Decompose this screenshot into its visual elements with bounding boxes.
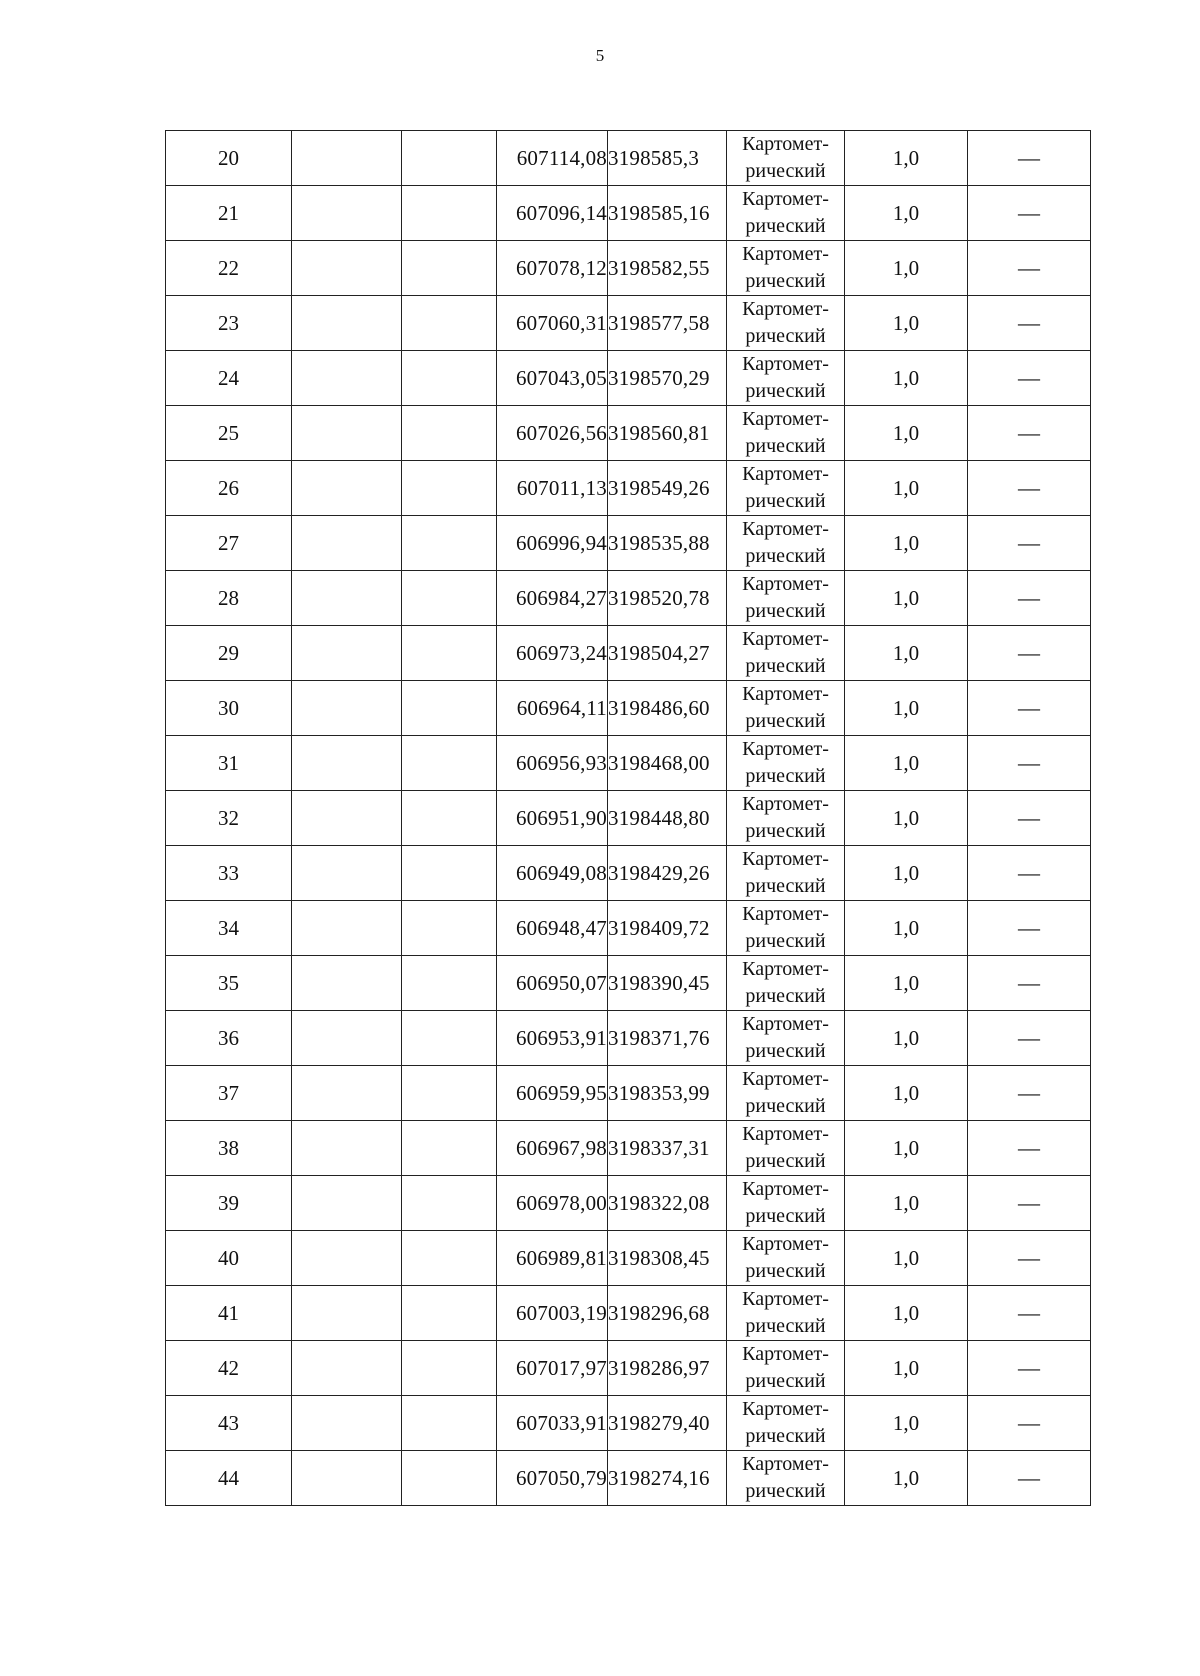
dash-cell: — xyxy=(968,296,1091,351)
point-number-cell: 32 xyxy=(166,791,292,846)
empty-cell xyxy=(402,846,497,901)
method-line-2: рический xyxy=(745,985,826,1007)
point-number-cell: 33 xyxy=(166,846,292,901)
dash-cell: — xyxy=(968,1396,1091,1451)
point-number-cell: 40 xyxy=(166,1231,292,1286)
empty-cell xyxy=(402,296,497,351)
y-coordinate-cell: 3198448,80 xyxy=(608,791,727,846)
empty-cell xyxy=(402,956,497,1011)
table-row xyxy=(166,626,1091,681)
accuracy-cell: 1,0 xyxy=(845,1121,968,1176)
table-row xyxy=(166,736,1091,791)
accuracy-cell: 1,0 xyxy=(845,351,968,406)
y-coordinate-cell: 3198560,81 xyxy=(608,406,727,461)
x-coordinate-cell: 607026,56 xyxy=(497,406,608,461)
empty-cell xyxy=(402,1286,497,1341)
x-coordinate-cell: 606950,07 xyxy=(497,956,608,1011)
empty-cell xyxy=(402,1396,497,1451)
accuracy-cell: 1,0 xyxy=(845,1011,968,1066)
table-row xyxy=(166,1396,1091,1451)
point-number-cell: 28 xyxy=(166,571,292,626)
y-coordinate-cell: 3198274,16 xyxy=(608,1451,727,1506)
method-line-1: Картомет- xyxy=(742,1178,829,1200)
method-cell xyxy=(727,406,845,461)
method-line-2: рический xyxy=(745,930,826,952)
method-line-2: рический xyxy=(745,710,826,732)
dash-cell: — xyxy=(968,626,1091,681)
point-number-cell: 31 xyxy=(166,736,292,791)
empty-cell xyxy=(292,901,402,956)
y-coordinate-cell: 3198429,26 xyxy=(608,846,727,901)
table-row xyxy=(166,1011,1091,1066)
method-line-1: Картомет- xyxy=(742,408,829,430)
table-row xyxy=(166,681,1091,736)
point-number-cell: 20 xyxy=(166,131,292,186)
dash-cell: — xyxy=(968,956,1091,1011)
y-coordinate-cell: 3198286,97 xyxy=(608,1341,727,1396)
method-cell xyxy=(727,241,845,296)
point-number-cell: 23 xyxy=(166,296,292,351)
x-coordinate-cell: 606964,11 xyxy=(497,681,608,736)
empty-cell xyxy=(402,1176,497,1231)
method-line-2: рический xyxy=(745,875,826,897)
empty-cell xyxy=(402,1451,497,1506)
method-cell xyxy=(727,736,845,791)
method-line-1: Картомет- xyxy=(742,1453,829,1475)
accuracy-cell: 1,0 xyxy=(845,1176,968,1231)
method-cell xyxy=(727,1286,845,1341)
method-line-1: Картомет- xyxy=(742,188,829,210)
point-number-cell: 22 xyxy=(166,241,292,296)
table-row xyxy=(166,1451,1091,1506)
method-line-1: Картомет- xyxy=(742,958,829,980)
x-coordinate-cell: 607011,13 xyxy=(497,461,608,516)
empty-cell xyxy=(292,241,402,296)
method-cell xyxy=(727,1121,845,1176)
point-number-cell: 39 xyxy=(166,1176,292,1231)
accuracy-cell: 1,0 xyxy=(845,1341,968,1396)
empty-cell xyxy=(402,626,497,681)
accuracy-cell: 1,0 xyxy=(845,1286,968,1341)
accuracy-cell: 1,0 xyxy=(845,626,968,681)
method-cell xyxy=(727,186,845,241)
method-cell xyxy=(727,901,845,956)
x-coordinate-cell: 607017,97 xyxy=(497,1341,608,1396)
y-coordinate-cell: 3198549,26 xyxy=(608,461,727,516)
empty-cell xyxy=(402,1231,497,1286)
method-cell xyxy=(727,1066,845,1121)
empty-cell xyxy=(402,186,497,241)
table-row xyxy=(166,1121,1091,1176)
method-line-1: Картомет- xyxy=(742,463,829,485)
x-coordinate-cell: 606953,91 xyxy=(497,1011,608,1066)
x-coordinate-cell: 606989,81 xyxy=(497,1231,608,1286)
empty-cell xyxy=(292,1121,402,1176)
method-cell xyxy=(727,1231,845,1286)
accuracy-cell: 1,0 xyxy=(845,846,968,901)
x-coordinate-cell: 606967,98 xyxy=(497,1121,608,1176)
method-line-2: рический xyxy=(745,1040,826,1062)
point-number-cell: 24 xyxy=(166,351,292,406)
dash-cell: — xyxy=(968,1451,1091,1506)
table-row xyxy=(166,956,1091,1011)
method-line-2: рический xyxy=(745,1205,826,1227)
empty-cell xyxy=(402,1011,497,1066)
y-coordinate-cell: 3198337,31 xyxy=(608,1121,727,1176)
method-line-2: рический xyxy=(745,765,826,787)
table-row xyxy=(166,406,1091,461)
empty-cell xyxy=(402,791,497,846)
method-line-2: рический xyxy=(745,655,826,677)
dash-cell: — xyxy=(968,681,1091,736)
point-number-cell: 25 xyxy=(166,406,292,461)
accuracy-cell: 1,0 xyxy=(845,681,968,736)
method-cell xyxy=(727,461,845,516)
dash-cell: — xyxy=(968,1231,1091,1286)
point-number-cell: 21 xyxy=(166,186,292,241)
empty-cell xyxy=(292,1341,402,1396)
point-number-cell: 41 xyxy=(166,1286,292,1341)
method-line-2: рический xyxy=(745,600,826,622)
method-line-1: Картомет- xyxy=(742,848,829,870)
point-number-cell: 37 xyxy=(166,1066,292,1121)
table-row xyxy=(166,351,1091,406)
method-line-1: Картомет- xyxy=(742,738,829,760)
method-line-2: рический xyxy=(745,1315,826,1337)
table-row xyxy=(166,791,1091,846)
method-line-2: рический xyxy=(745,215,826,237)
empty-cell xyxy=(402,241,497,296)
method-line-1: Картомет- xyxy=(742,1288,829,1310)
point-number-cell: 26 xyxy=(166,461,292,516)
method-line-1: Картомет- xyxy=(742,1398,829,1420)
dash-cell: — xyxy=(968,406,1091,461)
dash-cell: — xyxy=(968,1121,1091,1176)
method-line-2: рический xyxy=(745,490,826,512)
x-coordinate-cell: 606996,94 xyxy=(497,516,608,571)
empty-cell xyxy=(292,626,402,681)
y-coordinate-cell: 3198296,68 xyxy=(608,1286,727,1341)
empty-cell xyxy=(292,956,402,1011)
point-number-cell: 42 xyxy=(166,1341,292,1396)
method-line-1: Картомет- xyxy=(742,518,829,540)
point-number-cell: 43 xyxy=(166,1396,292,1451)
method-cell xyxy=(727,296,845,351)
dash-cell: — xyxy=(968,1011,1091,1066)
method-cell xyxy=(727,516,845,571)
point-number-cell: 27 xyxy=(166,516,292,571)
x-coordinate-cell: 606956,93 xyxy=(497,736,608,791)
page-number: 5 xyxy=(595,46,605,65)
empty-cell xyxy=(292,406,402,461)
y-coordinate-cell: 3198585,16 xyxy=(608,186,727,241)
y-coordinate-cell: 3198371,76 xyxy=(608,1011,727,1066)
accuracy-cell: 1,0 xyxy=(845,956,968,1011)
table-row xyxy=(166,1231,1091,1286)
table-row xyxy=(166,516,1091,571)
method-line-1: Картомет- xyxy=(742,353,829,375)
method-cell xyxy=(727,571,845,626)
dash-cell: — xyxy=(968,1286,1091,1341)
table-row xyxy=(166,846,1091,901)
method-line-1: Картомет- xyxy=(742,628,829,650)
dash-cell: — xyxy=(968,1341,1091,1396)
accuracy-cell: 1,0 xyxy=(845,571,968,626)
method-line-2: рический xyxy=(745,1480,826,1502)
x-coordinate-cell: 607096,14 xyxy=(497,186,608,241)
x-coordinate-cell: 607114,08 xyxy=(497,131,608,186)
empty-cell xyxy=(292,461,402,516)
y-coordinate-cell: 3198535,88 xyxy=(608,516,727,571)
method-line-1: Картомет- xyxy=(742,903,829,925)
method-cell xyxy=(727,1176,845,1231)
empty-cell xyxy=(292,846,402,901)
method-line-1: Картомет- xyxy=(742,1343,829,1365)
dash-cell: — xyxy=(968,241,1091,296)
y-coordinate-cell: 3198585,3 xyxy=(608,131,727,186)
dash-cell: — xyxy=(968,131,1091,186)
point-number-cell: 34 xyxy=(166,901,292,956)
empty-cell xyxy=(402,131,497,186)
y-coordinate-cell: 3198279,40 xyxy=(608,1396,727,1451)
accuracy-cell: 1,0 xyxy=(845,516,968,571)
empty-cell xyxy=(292,1176,402,1231)
x-coordinate-cell: 606978,00 xyxy=(497,1176,608,1231)
method-line-2: рический xyxy=(745,1425,826,1447)
empty-cell xyxy=(292,1286,402,1341)
dash-cell: — xyxy=(968,351,1091,406)
empty-cell xyxy=(292,1451,402,1506)
empty-cell xyxy=(402,736,497,791)
accuracy-cell: 1,0 xyxy=(845,1066,968,1121)
method-line-1: Картомет- xyxy=(742,133,829,155)
empty-cell xyxy=(292,186,402,241)
method-line-2: рический xyxy=(745,270,826,292)
y-coordinate-cell: 3198409,72 xyxy=(608,901,727,956)
method-line-1: Картомет- xyxy=(742,1233,829,1255)
empty-cell xyxy=(402,516,497,571)
method-line-2: рический xyxy=(745,325,826,347)
empty-cell xyxy=(292,1011,402,1066)
y-coordinate-cell: 3198486,60 xyxy=(608,681,727,736)
accuracy-cell: 1,0 xyxy=(845,186,968,241)
point-number-cell: 38 xyxy=(166,1121,292,1176)
dash-cell: — xyxy=(968,516,1091,571)
method-line-1: Картомет- xyxy=(742,793,829,815)
accuracy-cell: 1,0 xyxy=(845,1231,968,1286)
empty-cell xyxy=(402,406,497,461)
y-coordinate-cell: 3198577,58 xyxy=(608,296,727,351)
dash-cell: — xyxy=(968,901,1091,956)
method-line-2: рический xyxy=(745,380,826,402)
point-number-cell: 44 xyxy=(166,1451,292,1506)
y-coordinate-cell: 3198468,00 xyxy=(608,736,727,791)
empty-cell xyxy=(292,1231,402,1286)
empty-cell xyxy=(292,791,402,846)
x-coordinate-cell: 607033,91 xyxy=(497,1396,608,1451)
accuracy-cell: 1,0 xyxy=(845,736,968,791)
accuracy-cell: 1,0 xyxy=(845,461,968,516)
method-line-2: рический xyxy=(745,545,826,567)
empty-cell xyxy=(292,516,402,571)
point-number-cell: 35 xyxy=(166,956,292,1011)
point-number-cell: 36 xyxy=(166,1011,292,1066)
accuracy-cell: 1,0 xyxy=(845,406,968,461)
x-coordinate-cell: 607078,12 xyxy=(497,241,608,296)
accuracy-cell: 1,0 xyxy=(845,241,968,296)
coordinates-table xyxy=(165,130,1091,1506)
method-line-1: Картомет- xyxy=(742,1013,829,1035)
dash-cell: — xyxy=(968,186,1091,241)
y-coordinate-cell: 3198308,45 xyxy=(608,1231,727,1286)
table-row xyxy=(166,1066,1091,1121)
empty-cell xyxy=(292,681,402,736)
method-cell xyxy=(727,1451,845,1506)
method-cell xyxy=(727,956,845,1011)
method-cell xyxy=(727,681,845,736)
method-line-2: рический xyxy=(745,1370,826,1392)
method-cell xyxy=(727,626,845,681)
x-coordinate-cell: 606973,24 xyxy=(497,626,608,681)
dash-cell: — xyxy=(968,736,1091,791)
method-line-2: рический xyxy=(745,435,826,457)
y-coordinate-cell: 3198570,29 xyxy=(608,351,727,406)
method-line-2: рический xyxy=(745,1260,826,1282)
empty-cell xyxy=(402,461,497,516)
dash-cell: — xyxy=(968,571,1091,626)
empty-cell xyxy=(292,351,402,406)
y-coordinate-cell: 3198582,55 xyxy=(608,241,727,296)
dash-cell: — xyxy=(968,461,1091,516)
empty-cell xyxy=(402,901,497,956)
empty-cell xyxy=(292,736,402,791)
method-line-2: рический xyxy=(745,820,826,842)
accuracy-cell: 1,0 xyxy=(845,901,968,956)
accuracy-cell: 1,0 xyxy=(845,1396,968,1451)
point-number-cell: 29 xyxy=(166,626,292,681)
empty-cell xyxy=(402,681,497,736)
method-cell xyxy=(727,351,845,406)
empty-cell xyxy=(402,1341,497,1396)
x-coordinate-cell: 607050,79 xyxy=(497,1451,608,1506)
method-line-1: Картомет- xyxy=(742,683,829,705)
method-cell xyxy=(727,791,845,846)
table-row xyxy=(166,571,1091,626)
method-cell xyxy=(727,131,845,186)
empty-cell xyxy=(402,1066,497,1121)
method-cell xyxy=(727,846,845,901)
accuracy-cell: 1,0 xyxy=(845,791,968,846)
empty-cell xyxy=(292,1066,402,1121)
x-coordinate-cell: 606948,47 xyxy=(497,901,608,956)
method-line-1: Картомет- xyxy=(742,298,829,320)
x-coordinate-cell: 606951,90 xyxy=(497,791,608,846)
table-row xyxy=(166,1286,1091,1341)
method-line-2: рический xyxy=(745,1150,826,1172)
x-coordinate-cell: 606949,08 xyxy=(497,846,608,901)
method-line-1: Картомет- xyxy=(742,573,829,595)
table-row xyxy=(166,1341,1091,1396)
dash-cell: — xyxy=(968,791,1091,846)
method-line-1: Картомет- xyxy=(742,243,829,265)
accuracy-cell: 1,0 xyxy=(845,131,968,186)
method-cell xyxy=(727,1341,845,1396)
point-number-cell: 30 xyxy=(166,681,292,736)
dash-cell: — xyxy=(968,846,1091,901)
accuracy-cell: 1,0 xyxy=(845,1451,968,1506)
method-line-2: рический xyxy=(745,160,826,182)
empty-cell xyxy=(292,1396,402,1451)
method-line-1: Картомет- xyxy=(742,1123,829,1145)
y-coordinate-cell: 3198504,27 xyxy=(608,626,727,681)
method-cell xyxy=(727,1011,845,1066)
x-coordinate-cell: 607003,19 xyxy=(497,1286,608,1341)
empty-cell xyxy=(292,296,402,351)
table-row xyxy=(166,1176,1091,1231)
x-coordinate-cell: 607060,31 xyxy=(497,296,608,351)
coordinates-table-body xyxy=(166,131,1091,1506)
empty-cell xyxy=(402,1121,497,1176)
table-row xyxy=(166,186,1091,241)
method-line-1: Картомет- xyxy=(742,1068,829,1090)
accuracy-cell: 1,0 xyxy=(845,296,968,351)
empty-cell xyxy=(292,131,402,186)
x-coordinate-cell: 607043,05 xyxy=(497,351,608,406)
empty-cell xyxy=(292,571,402,626)
table-row xyxy=(166,461,1091,516)
table-row xyxy=(166,241,1091,296)
dash-cell: — xyxy=(968,1066,1091,1121)
table-row xyxy=(166,296,1091,351)
y-coordinate-cell: 3198390,45 xyxy=(608,956,727,1011)
y-coordinate-cell: 3198322,08 xyxy=(608,1176,727,1231)
x-coordinate-cell: 606959,95 xyxy=(497,1066,608,1121)
y-coordinate-cell: 3198353,99 xyxy=(608,1066,727,1121)
method-line-2: рический xyxy=(745,1095,826,1117)
empty-cell xyxy=(402,571,497,626)
dash-cell: — xyxy=(968,1176,1091,1231)
method-cell xyxy=(727,1396,845,1451)
y-coordinate-cell: 3198520,78 xyxy=(608,571,727,626)
x-coordinate-cell: 606984,27 xyxy=(497,571,608,626)
table-row xyxy=(166,131,1091,186)
empty-cell xyxy=(402,351,497,406)
table-row xyxy=(166,901,1091,956)
